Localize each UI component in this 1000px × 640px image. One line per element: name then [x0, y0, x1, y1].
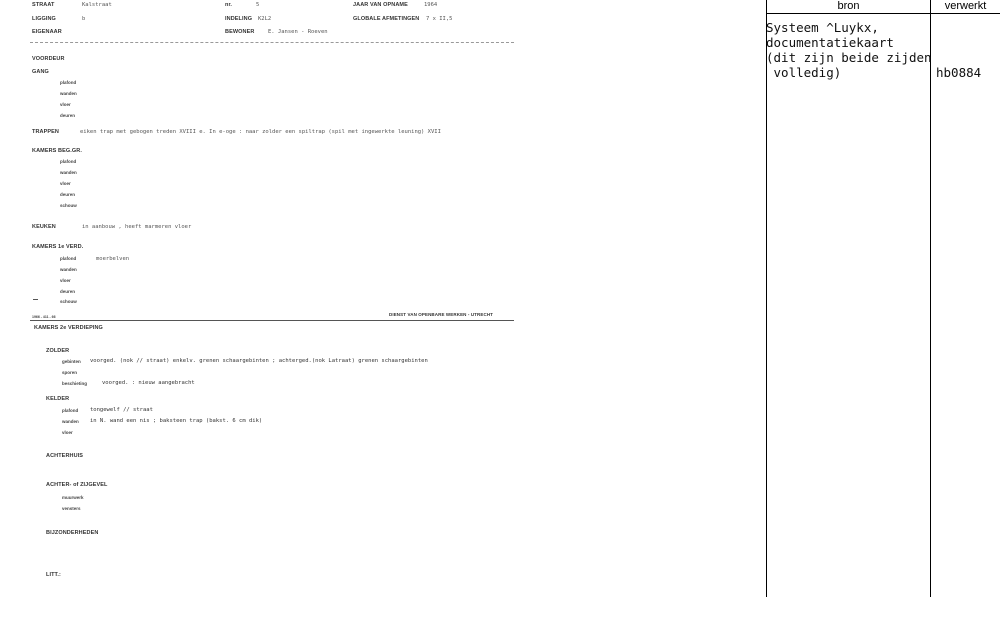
ligging-value: b	[82, 16, 86, 22]
form-number: 1966 - 411 - 66	[32, 315, 56, 319]
kamers-beg-vloer: vloer	[60, 181, 71, 186]
trappen-label: TRAPPEN	[32, 129, 59, 135]
card-divider	[30, 320, 514, 321]
bron-line-1: Systeem ^Luykx,	[766, 20, 879, 35]
keuken-label: KEUKEN	[32, 224, 56, 230]
kelder-wanden: wanden	[62, 419, 79, 424]
kamers-1e-plafond-value: moerbelven	[96, 256, 130, 262]
kamers-2e-label: KAMERS 2e VERDIEPING	[34, 325, 103, 331]
achterhuis-label: ACHTERHUIS	[46, 453, 84, 459]
gang-label: GANG	[32, 69, 49, 75]
jaar-label: JAAR VAN OPNAME	[353, 2, 408, 8]
zolder-gebinten: gebinten	[62, 359, 81, 364]
jaar-value: 1964	[424, 2, 438, 8]
kelder-plafond: plafond	[62, 408, 79, 413]
zolder-label: ZOLDER	[46, 348, 70, 354]
kamers-1e-plafond: plafond	[60, 256, 77, 261]
gang-plafond: plafond	[60, 80, 77, 85]
header-divider	[30, 42, 514, 43]
straat-label: STRAAT	[32, 2, 55, 8]
bewoner-value: E. Jansen - Roeven	[268, 29, 328, 35]
globale-label: GLOBALE AFMETINGEN	[353, 16, 420, 22]
zolder-gebinten-value: voorged. (nok // straat) enkelv. grenen schaargebinten ; achterged.(nok Latraat) grenen schaargebinten	[90, 358, 428, 364]
kelder-wanden-value: in N. wand een nis ; baksteen trap (bakst. 6 cm dik)	[90, 418, 263, 424]
zolder-sporen: sporen	[62, 370, 78, 375]
kamers-1e-deuren: deuren	[60, 289, 76, 294]
kamers-beg-label: KAMERS BEG.GR.	[32, 148, 82, 154]
zolder-beschieting-value: voorged. : nieuw aangebracht	[102, 380, 195, 386]
table-header-rule	[766, 13, 1000, 14]
kamers-1e-schouw: schouw	[60, 299, 77, 304]
achter-vensters: vensters	[62, 506, 81, 511]
straat-value: Kalstraat	[82, 2, 112, 8]
kamers-1e-label: KAMERS 1e VERD.	[32, 244, 84, 250]
achter-zijgevel-label: ACHTER- of ZIJGEVEL	[46, 482, 108, 488]
kelder-label: KELDER	[46, 396, 70, 402]
nr-value: 5	[256, 2, 260, 8]
zolder-beschieting: beschieting	[62, 381, 88, 386]
gang-wanden: wanden	[60, 91, 77, 96]
col-header-verwerkt: verwerkt	[944, 0, 987, 12]
eigenaar-label: EIGENAAR	[32, 29, 62, 35]
gang-deuren: deuren	[60, 113, 76, 118]
bron-line-4: volledig)	[766, 65, 842, 80]
dienst-footer: DIENST VAN OPENBARE WERKEN - UTRECHT	[389, 312, 494, 317]
keuken-value: in aanbouw , heeft marmeren vloer	[82, 224, 192, 230]
kamers-beg-schouw: schouw	[60, 203, 77, 208]
indeling-label: INDELING	[225, 16, 253, 22]
table-mid-border	[930, 0, 931, 597]
bewoner-label: BEWONER	[225, 29, 255, 35]
kamers-beg-deuren: deuren	[60, 192, 76, 197]
gang-vloer: vloer	[60, 102, 71, 107]
col-header-bron: bron	[837, 0, 860, 12]
bron-line-2: documentatiekaart	[766, 35, 894, 50]
ligging-label: LIGGING	[32, 16, 56, 22]
kamers-1e-wanden: wanden	[60, 267, 77, 272]
bron-line-3: (dit zijn beide zijden	[766, 50, 932, 65]
verwerkt-value: hb0884	[936, 65, 982, 80]
kamers-beg-plafond: plafond	[60, 159, 77, 164]
table-left-border	[766, 0, 767, 597]
kelder-plafond-value: tongewelf // straat	[90, 407, 153, 413]
litt-label: LITT.:	[46, 572, 61, 578]
voordeur-label: VOORDEUR	[32, 56, 65, 62]
nr-label: nr.	[225, 2, 233, 8]
kamers-1e-vloer: vloer	[60, 278, 71, 283]
kelder-vloer: vloer	[62, 430, 73, 435]
trappen-value: eiken trap met gebogen treden XVIII e. In e-oge : naar zolder een spiltrap (spil met ingewerkte leuning) XVII	[80, 129, 441, 135]
achter-muurwerk: muurwerk	[62, 495, 84, 500]
globale-value: 7 x II,5	[426, 16, 453, 22]
margin-mark	[33, 299, 38, 300]
indeling-value: K2L2	[258, 16, 272, 22]
kamers-beg-wanden: wanden	[60, 170, 77, 175]
bijzonderheden-label: BIJZONDERHEDEN	[46, 530, 99, 536]
